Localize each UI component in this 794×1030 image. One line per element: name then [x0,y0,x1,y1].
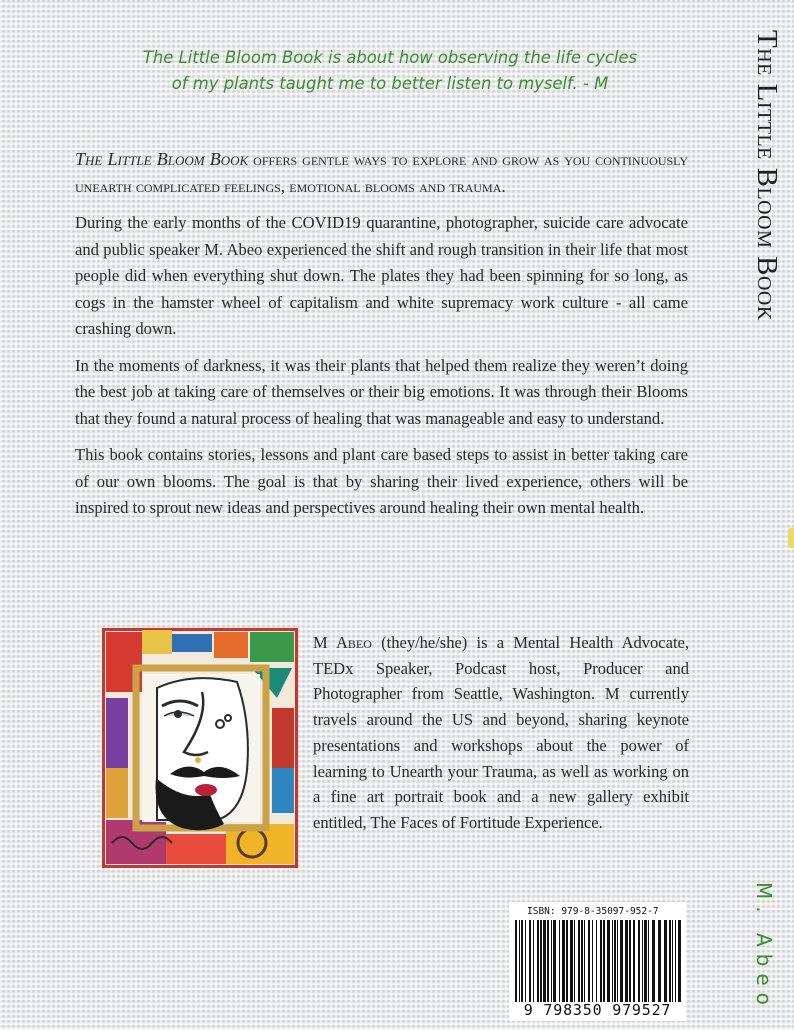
barcode-bar [537,920,539,1002]
edge-marker [788,528,794,548]
author-bio-text [313,630,689,836]
barcode-bar [559,920,560,1002]
barcode-bar [612,920,613,1002]
barcode-bar [638,920,640,1002]
barcode-bar [617,920,618,1002]
barcode-bar [672,920,673,1002]
barcode-bars [513,920,682,1002]
barcode-bar [525,920,526,1002]
barcode-bar [596,920,597,1002]
barcode-bar [574,920,575,1002]
description-paragraph-3: This book contains stories, lessons and plant care based steps to assist in better taking care of our own blooms. The goal is that by sharing their lived experience, others will be inspired to sprout new ideas and perspectives around healing their own mental health. [75,445,688,517]
barcode-bar [551,920,552,1002]
quote-line-1: The Little Bloom Book is about how observing the life cycles [142,48,638,67]
barcode-bar [562,920,565,1002]
author-name: M Abeo [313,633,372,652]
description-paragraph-2: In the moments of darkness, it was their plants that helped them realize they weren’t doing the best job at taking care of themselves or their big emotions. It was through their Blooms that they found a natural process of healing that was manageable and easy to understand. [75,355,688,428]
barcode-bar [625,920,628,1002]
intro-text: offers gentle ways to explore and grow as you continuously unearth complicated feelings, emotional blooms and trauma. [75,150,688,196]
barcode-bar [515,920,517,1002]
barcode-bar [584,920,585,1002]
barcode-bar [620,920,623,1002]
description-paragraph-1: During the early months of the COVID19 quarantine, photographer, suicide care advocate and public speaker M. Abeo experienced the shift and rough transition in their life that most people did when everything shut down. The plates they had been spinning for so long, as cogs in the hamster wheel of capitalism and white supremacy work culture - all came crashing down. [75,213,688,338]
barcode-bar [603,920,605,1002]
barcode-bar [614,920,616,1002]
spine-title: The Little Bloom Book [751,30,783,321]
barcode-bar [678,920,681,1002]
intro-paragraph [75,146,688,200]
barcode-bar [607,920,610,1002]
barcode-bar [642,920,643,1002]
isbn-digits: 9 798350 979527 [523,1001,672,1019]
barcode-bar [633,920,635,1002]
barcode-bar [581,920,583,1002]
barcode-bar [529,920,531,1002]
intro-book-title: The Little Bloom Book [75,149,249,169]
barcode-bar [578,920,580,1002]
isbn-barcode [509,902,686,1021]
barcode-bar [644,920,647,1002]
barcode-bar [629,920,631,1002]
isbn-label: ISBN: 979-8-35097-952-7 [527,906,659,917]
spine-author: M. Abeo [752,882,776,1012]
barcode-bar [652,920,655,1002]
barcode-bar [533,920,534,1002]
barcode-bar [547,920,549,1002]
barcode-bar [600,920,602,1002]
author-bio [313,630,689,836]
barcode-bar [519,920,520,1002]
barcode-bar [675,920,676,1002]
barcode-bar [588,920,590,1002]
back-cover-quote [110,45,670,97]
barcode-bar [664,920,667,1002]
barcode-bar [521,920,523,1002]
barcode-bar [570,920,573,1002]
barcode-bar [543,920,546,1002]
book-description [75,146,688,532]
barcode-bar [592,920,593,1002]
barcode-bar [658,920,661,1002]
quote-line-2: of my plants taught me to better listen to myself. - M [171,74,609,93]
barcode-bar [540,920,542,1002]
author-bio-body: (they/he/she) is a Mental Health Advocate, TEDx Speaker, Podcast host, Producer and Photographer from Seattle, Washington. M currently travels around the US and beyond, sharing keynote presentations and workshops about the power of learning to Unearth your Trauma, as well as working on a fine art portrait book and a new gallery exhibit entitled, The Faces of Fortitude Experience. [313,633,689,832]
barcode-bar [669,920,671,1002]
barcode-bar [566,920,568,1002]
author-portrait-illustration [102,628,298,868]
barcode-bar [648,920,649,1002]
barcode-bar [553,920,556,1002]
